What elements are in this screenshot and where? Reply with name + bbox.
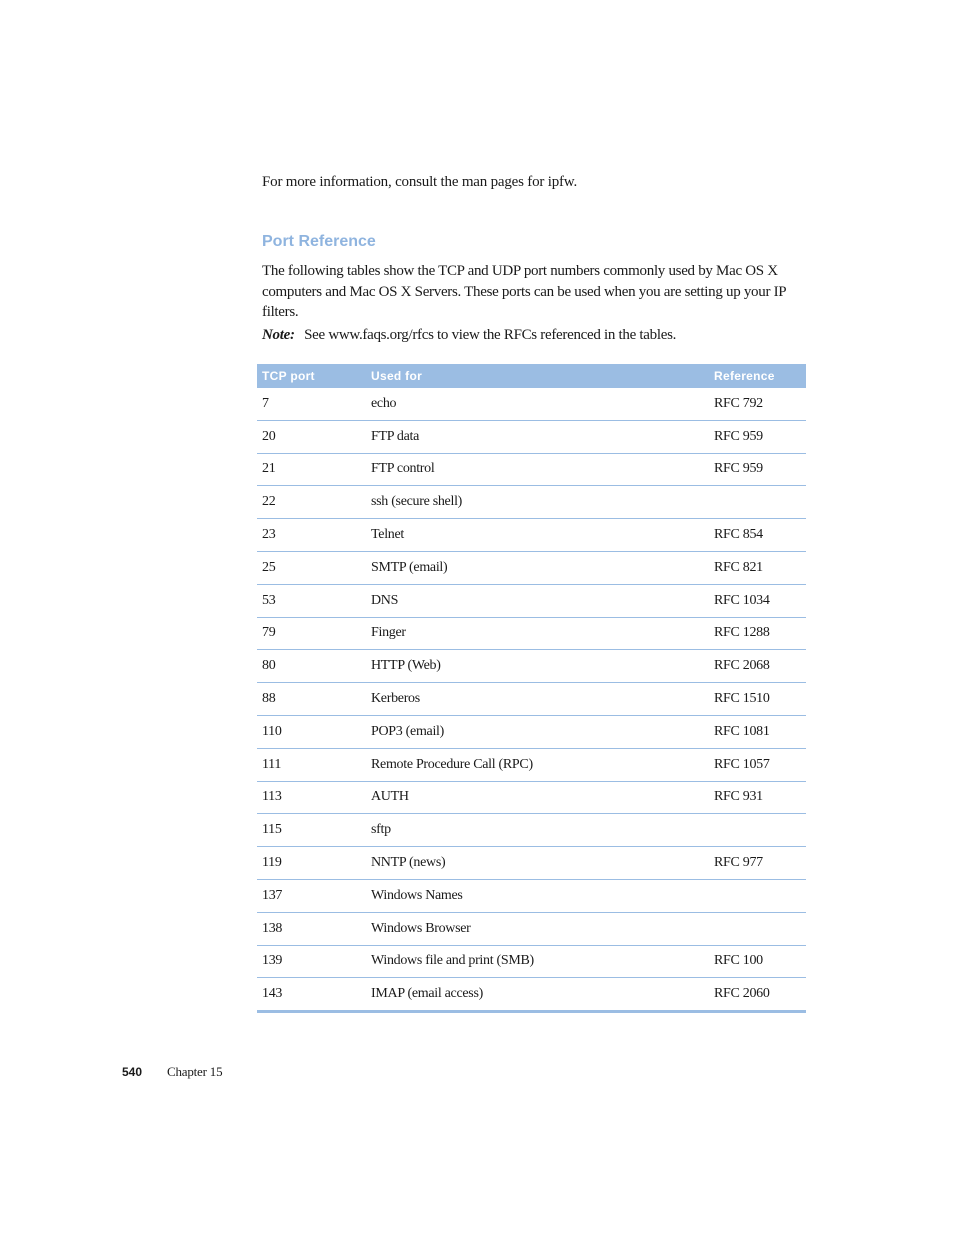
cell-used-for: NNTP (news) (366, 847, 709, 880)
cell-reference: RFC 854 (709, 519, 806, 552)
cell-used-for: SMTP (email) (366, 551, 709, 584)
cell-reference (709, 486, 806, 519)
table-row (257, 617, 806, 650)
table-row (257, 453, 806, 486)
table-row (257, 781, 806, 814)
cell-reference: RFC 977 (709, 847, 806, 880)
cell-reference: RFC 1288 (709, 617, 806, 650)
table-row (257, 814, 806, 847)
cell-used-for: Finger (366, 617, 709, 650)
table-row (257, 748, 806, 781)
cell-used-for: Remote Procedure Call (RPC) (366, 748, 709, 781)
cell-port: 143 (257, 978, 366, 1012)
table-row (257, 388, 806, 420)
table-row (257, 683, 806, 716)
intro-text: For more information, consult the man pages for ipfw. (262, 174, 578, 190)
cell-used-for: AUTH (366, 781, 709, 814)
cell-reference (709, 879, 806, 912)
cell-port: 23 (257, 519, 366, 552)
cell-reference: RFC 2060 (709, 978, 806, 1012)
cell-used-for: Kerberos (366, 683, 709, 716)
cell-port: 110 (257, 715, 366, 748)
header-reference: Reference (709, 364, 806, 388)
table-row (257, 584, 806, 617)
table-row (257, 519, 806, 552)
cell-used-for: Windows Browser (366, 912, 709, 945)
cell-port: 113 (257, 781, 366, 814)
cell-used-for: echo (366, 388, 709, 420)
cell-used-for: ssh (secure shell) (366, 486, 709, 519)
cell-reference: RFC 1057 (709, 748, 806, 781)
table-row (257, 978, 806, 1012)
table-body (257, 388, 806, 1012)
cell-used-for: FTP data (366, 420, 709, 453)
table-row (257, 551, 806, 584)
cell-used-for: IMAP (email access) (366, 978, 709, 1012)
page-number: 540 (122, 1065, 143, 1079)
body-paragraph: The following tables show the TCP and UDP port numbers commonly used by Mac OS X computers and Mac OS X Servers. These ports can be used when you are setting up your IP filters. (262, 263, 786, 320)
cell-reference: RFC 100 (709, 945, 806, 978)
cell-port: 21 (257, 453, 366, 486)
cell-used-for: Windows Names (366, 879, 709, 912)
header-used-for: Used for (366, 364, 709, 388)
cell-reference: RFC 792 (709, 388, 806, 420)
cell-port: 53 (257, 584, 366, 617)
cell-port: 7 (257, 388, 366, 420)
cell-used-for: HTTP (Web) (366, 650, 709, 683)
cell-used-for: Windows file and print (SMB) (366, 945, 709, 978)
table-row (257, 847, 806, 880)
cell-port: 20 (257, 420, 366, 453)
cell-used-for: Telnet (366, 519, 709, 552)
cell-reference: RFC 821 (709, 551, 806, 584)
cell-port: 119 (257, 847, 366, 880)
table-row (257, 879, 806, 912)
cell-port: 25 (257, 551, 366, 584)
cell-port: 80 (257, 650, 366, 683)
cell-reference (709, 912, 806, 945)
cell-reference: RFC 959 (709, 420, 806, 453)
cell-reference: RFC 1510 (709, 683, 806, 716)
cell-port: 139 (257, 945, 366, 978)
cell-port: 88 (257, 683, 366, 716)
header-tcp-port: TCP port (257, 364, 366, 388)
cell-used-for: POP3 (email) (366, 715, 709, 748)
cell-used-for: FTP control (366, 453, 709, 486)
cell-used-for: DNS (366, 584, 709, 617)
cell-port: 79 (257, 617, 366, 650)
cell-port: 137 (257, 879, 366, 912)
table-row (257, 650, 806, 683)
table-row (257, 715, 806, 748)
cell-port: 138 (257, 912, 366, 945)
cell-reference: RFC 1081 (709, 715, 806, 748)
cell-used-for: sftp (366, 814, 709, 847)
note-text: See www.faqs.org/rfcs to view the RFCs referenced in the tables. (304, 327, 677, 343)
cell-reference: RFC 1034 (709, 584, 806, 617)
port-table (257, 364, 806, 1013)
cell-reference: RFC 959 (709, 453, 806, 486)
table-header (257, 364, 806, 388)
table-row (257, 945, 806, 978)
cell-port: 115 (257, 814, 366, 847)
table-row (257, 912, 806, 945)
cell-reference: RFC 931 (709, 781, 806, 814)
cell-reference: RFC 2068 (709, 650, 806, 683)
table-row (257, 486, 806, 519)
note-label: Note: (262, 327, 295, 343)
table-header-row (257, 364, 806, 388)
chapter-label: Chapter 15 (167, 1064, 223, 1079)
note (262, 327, 676, 344)
cell-reference (709, 814, 806, 847)
table-row (257, 420, 806, 453)
cell-port: 111 (257, 748, 366, 781)
cell-port: 22 (257, 486, 366, 519)
section-title: Port Reference (262, 233, 376, 250)
